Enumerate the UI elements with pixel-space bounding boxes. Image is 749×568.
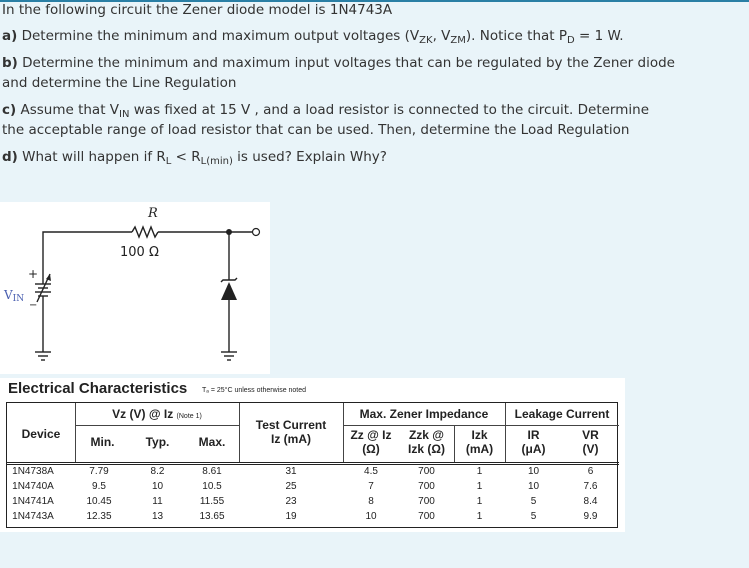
minus-sign: − xyxy=(29,300,38,311)
zener-triangle xyxy=(221,282,237,300)
question-b: b) Determine the minimum and maximum input voltages that can be regulated by the Zener diode and determine the Line Regulation xyxy=(2,55,675,91)
junction-dot xyxy=(226,229,232,235)
electrical-characteristics xyxy=(0,378,625,532)
wire-left-top xyxy=(43,232,132,270)
resistor-symbol xyxy=(132,227,158,237)
header-device: Device xyxy=(21,427,61,441)
header-vr: VR (V) xyxy=(582,428,599,456)
table-row: 1N4743A 12.35 13 13.65 19 10 700 1 5 9.9 xyxy=(12,511,598,522)
intro-text: In the following circuit the Zener diode model is 1N4743A xyxy=(2,2,393,18)
output-terminal xyxy=(253,229,260,236)
resistor-label: R xyxy=(148,206,158,221)
spec-table xyxy=(6,402,618,528)
header-typ: Typ. xyxy=(145,435,170,449)
header-vz: Vz (V) @ Iz (Note 1) xyxy=(112,407,202,421)
table-title: Electrical Characteristics xyxy=(8,380,188,397)
header-min: Min. xyxy=(90,435,115,449)
header-zz: Zz @ Iz (Ω) xyxy=(350,428,392,456)
question-c: c) Assume that $V_{IN}$ was fixed at 15 V , and a load resistor is connected to the circuit. Determine the acceptable range of load resistor that can be used. Then, determine the Load Regulation xyxy=(2,102,650,138)
header-zener-impedance: Max. Zener Impedance xyxy=(359,407,489,421)
circuit-svg xyxy=(0,202,270,374)
table-row: 1N4740A 9.5 10 10.5 25 7 700 1 10 7.6 xyxy=(12,481,598,492)
plus-sign: + xyxy=(28,267,39,281)
header-max: Max. xyxy=(198,435,226,449)
question-a: a) Determine the minimum and maximum output voltages ($V_{ZK}$, $V_{ZM}$). Notice that $P_D = 1$ W. xyxy=(2,28,624,46)
header-ir: IR (μA) xyxy=(521,428,546,456)
circuit-diagram xyxy=(0,202,270,374)
resistor-value: 100 Ω xyxy=(120,245,159,260)
header-zzk: Zzk @ Izk (Ω) xyxy=(408,428,445,456)
header-izk: Izk (mA) xyxy=(465,428,494,456)
question-d: d) What will happen if $R_L < R_{L(min)}$ is used? Explain Why? xyxy=(2,149,387,167)
table-row: 1N4741A 10.45 11 11.55 23 8 700 1 5 8.4 xyxy=(12,496,598,507)
table-note: Tₐ = 25°C unless otherwise noted xyxy=(202,387,307,394)
header-test-current: Test Current Iz (mA) xyxy=(255,418,327,446)
source-label: VIN xyxy=(4,288,25,304)
header-leakage: Leakage Current xyxy=(514,407,610,421)
table-row: 1N4738A 7.79 8.2 8.61 31 4.5 700 1 10 6 xyxy=(12,466,594,477)
